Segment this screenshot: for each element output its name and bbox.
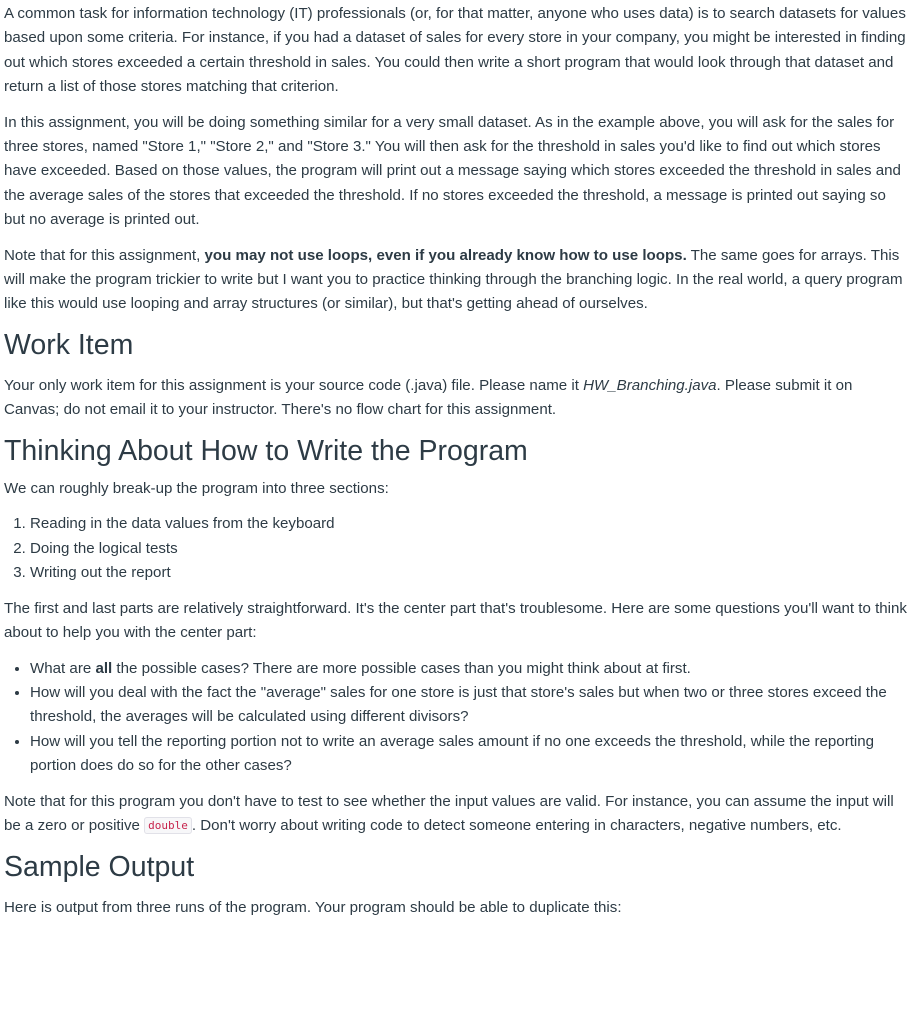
note-text-a: Note that for this program you don't have to test to see whether the input values are valid. For instance, you can assume the input will be a zero or positive — [4, 792, 894, 834]
list-item — [30, 657, 907, 681]
center-part-paragraph: The first and last parts are relatively straightforward. It's the center part that's troublesome. Here are some questions you'll want to think about to help you with the center part: — [4, 599, 907, 642]
sample-output-heading: Sample Output — [4, 851, 195, 884]
questions-list — [4, 657, 907, 779]
list-item: 2. Doing the logical tests — [30, 537, 907, 561]
intro-p3-text-a: Note that for this assignment, — [4, 246, 205, 264]
no-loops-emphasis: you may not use loops, even if you already know how to use loops. — [204, 246, 687, 264]
validation-note-paragraph — [4, 790, 907, 840]
filename-emphasis: HW_Branching.java — [583, 377, 717, 395]
work-item-text-b: . Please submit it on Canvas; do not email it to your instructor. There's no flow chart for this assignment. — [4, 377, 853, 419]
thinking-intro: We can roughly break-up the program into three sections: — [4, 480, 389, 498]
double-code: double — [144, 817, 192, 834]
list-item: 3. Writing out the report — [30, 561, 907, 585]
intro-paragraph-3 — [4, 244, 907, 317]
all-emphasis: all — [95, 659, 113, 677]
question-1-text-b: the possible cases? There are more possible cases than you might think about at first. — [112, 659, 691, 677]
list-item: • How will you tell the reporting portion not to write an average sales amount if no one exceeds the threshold, while the reporting portion does do so for the other cases? — [30, 730, 907, 779]
intro-paragraph-2: In this assignment, you will be doing something similar for a very small dataset. As in the example above, you will ask for the sales for three stores, named "Store 1," "Store 2," and "Store 3." You will then ask for the threshold in sales you'd like to find out which stores have exceeded. Based on those values, the program will print out a message saying which stores exceeded the threshold in sales and the average sales of the stores that exceeded the threshold. If no stores exceeded the threshold, a message is printed out saying so but no average is printed out. — [4, 113, 901, 229]
work-item-heading: Work Item — [4, 328, 134, 361]
sections-list — [4, 512, 907, 585]
work-item-paragraph — [4, 374, 907, 423]
intro-paragraph-1: A common task for information technology (IT) professionals (or, for that matter, anyone who uses data) is to search datasets for values based upon some criteria. For instance, if you had a dataset of sales for every store in your company, you might be interested in finding out which stores exceeded a certain threshold in sales. You could then write a short program that would look through that dataset and return a list of those stores matching that criterion. — [4, 5, 906, 96]
note-text-b: . Don't worry about writing code to detect someone entering in characters, negative numbers, etc. — [191, 816, 842, 834]
list-item: 1. Reading in the data values from the keyboard — [30, 512, 907, 536]
work-item-text-a: Your only work item for this assignment is your source code (.java) file. Please name it — [4, 377, 584, 395]
list-item: • How will you deal with the fact the "average" sales for one store is just that store's sales but when two or three stores exceed the threshold, the averages will be calculated using different divisors? — [30, 681, 907, 730]
question-1-text-a: What are — [30, 659, 96, 677]
sample-output-intro: Here is output from three runs of the program. Your program should be able to duplicate this: — [4, 898, 622, 916]
thinking-heading: Thinking About How to Write the Program — [4, 434, 528, 467]
intro-p3-text-b: The same goes for arrays. This will make the program trickier to write but I want you to practice thinking through the branching logic. In the real world, a query program like this would use looping and array structures (or similar), but that's getting ahead of ourselves. — [4, 246, 903, 313]
